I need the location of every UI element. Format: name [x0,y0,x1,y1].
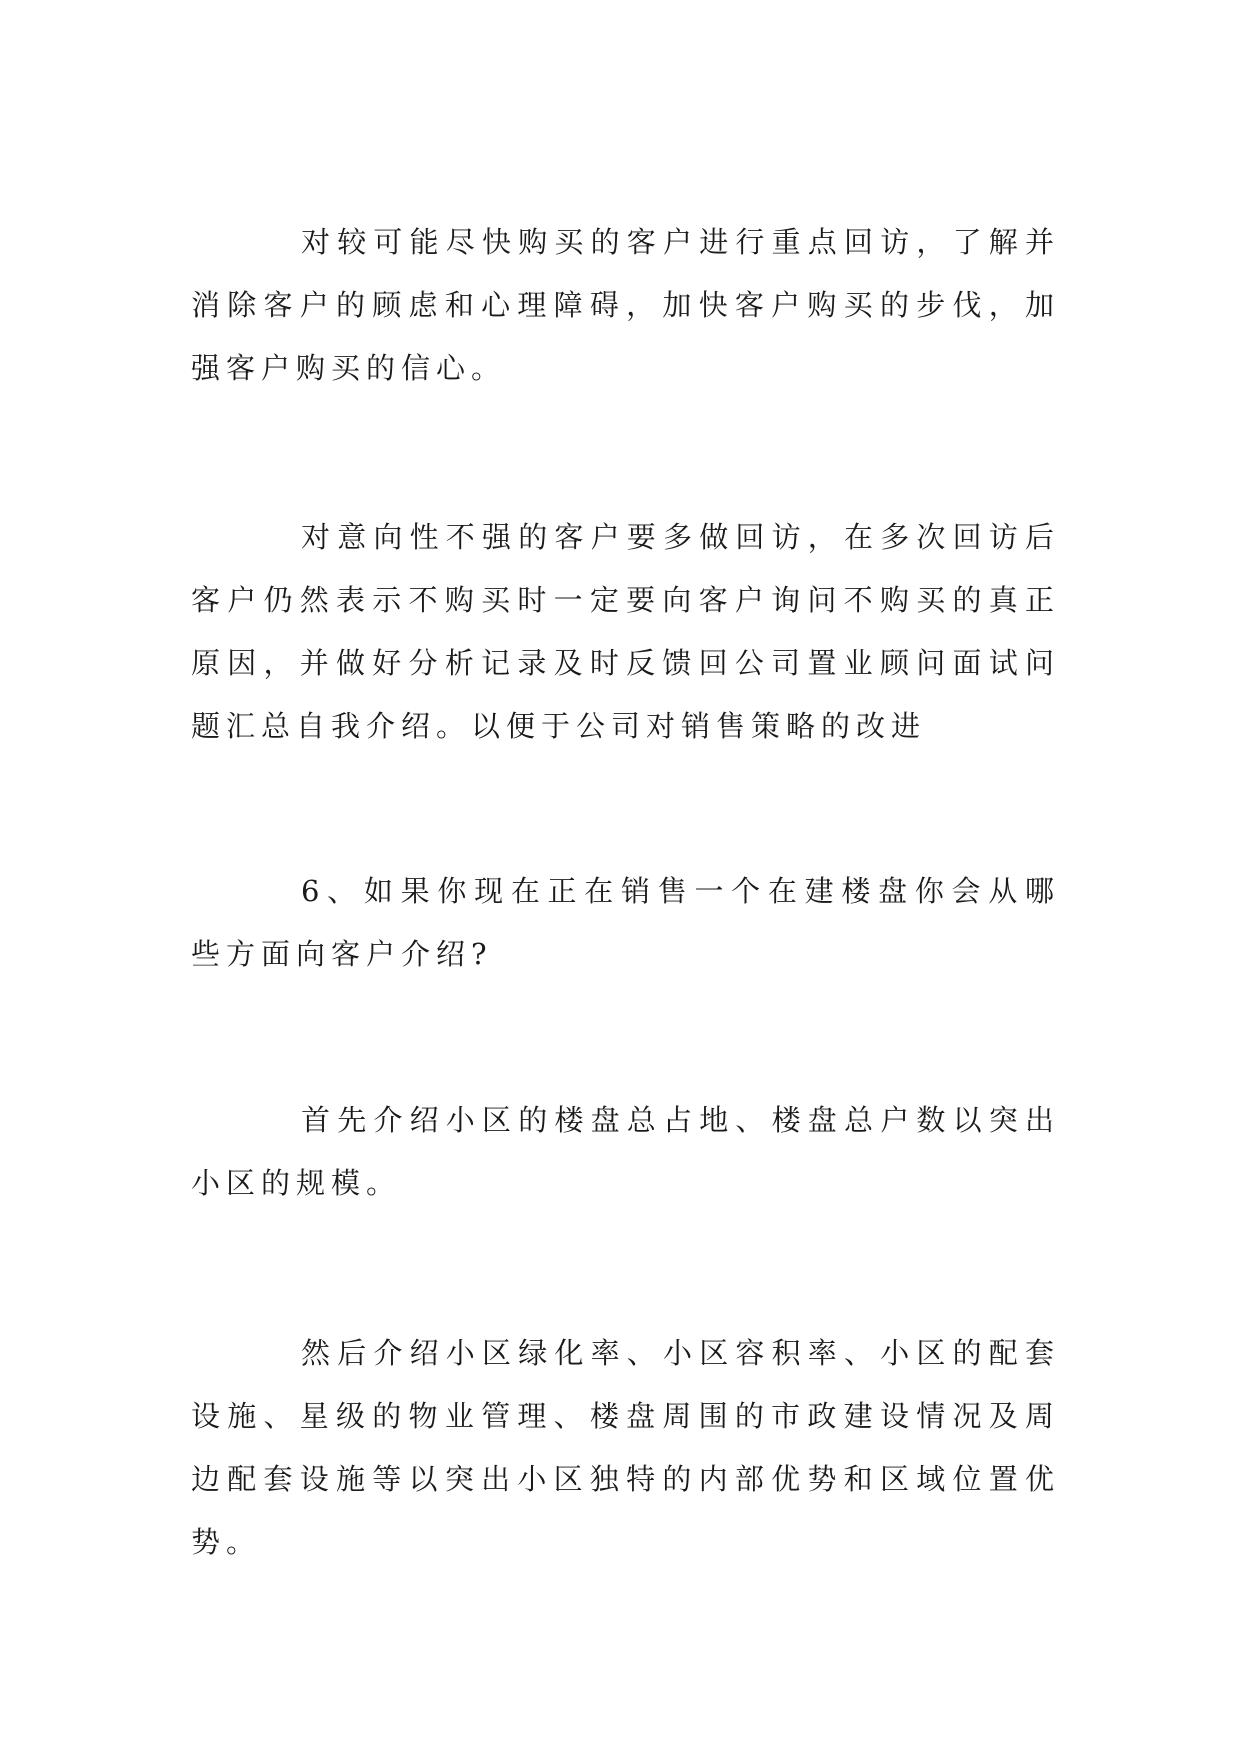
question-heading-6: 6、如果你现在正在销售一个在建楼盘你会从哪些方面向客户介绍? [191,874,1060,971]
paragraph-revisit-likely-buyers: 对较可能尽快购买的客户进行重点回访，了解并消除客户的顾虑和心理障碍，加快客户购买的步伐，加强客户购买的信心。 [191,225,1060,385]
paragraph-introduce-advantages: 然后介绍小区绿化率、小区容积率、小区的配套设施、星级的物业管理、楼盘周围的市政建设情况及周边配套设施等以突出小区独特的内部优势和区域位置优势。 [191,1336,1060,1559]
paragraph-introduce-scale: 首先介绍小区的楼盘总占地、楼盘总户数以突出小区的规模。 [191,1103,1060,1200]
paragraph-revisit-low-intent-buyers: 对意向性不强的客户要多做回访，在多次回访后客户仍然表示不购买时一定要向客户询问不购买的真正原因，并做好分析记录及时反馈回公司置业顾问面试问题汇总自我介绍。以便于公司对销售策略的改进 [191,520,1060,743]
